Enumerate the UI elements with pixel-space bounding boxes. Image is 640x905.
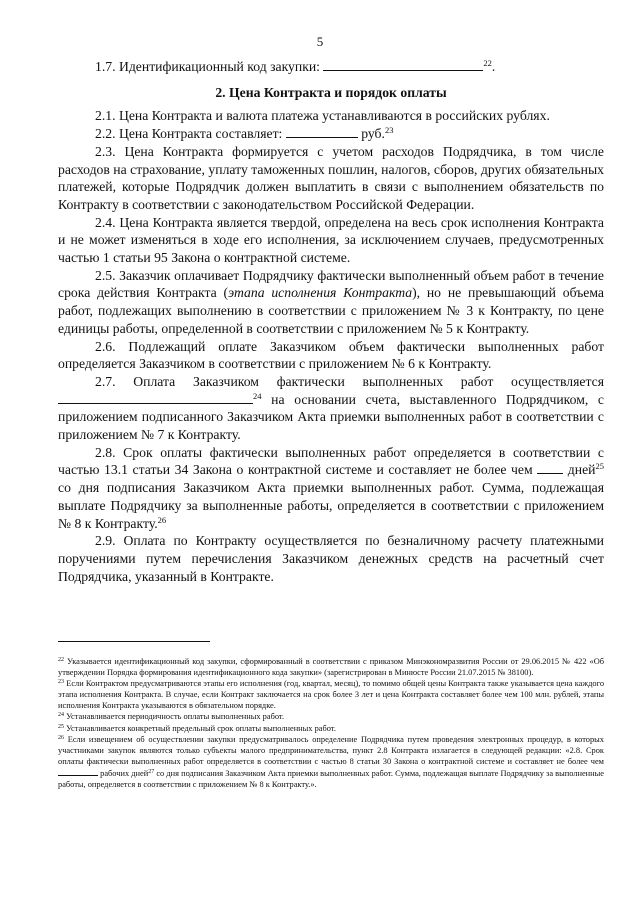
payment-period-blank (58, 391, 253, 404)
paragraph-2-7-text: 2.7. Оплата Заказчиком фактически выполненных работ осуществляется (95, 373, 604, 389)
paragraph-2-5-after: ), но не превышающий объема работ, подлежащих выполнению в соответствии с приложением № 3 к Контракту, по цене единицы работы, определенной в соответствии с приложением № 5 к Контракту. (58, 285, 604, 336)
paragraph-2-7 (58, 373, 604, 444)
days-label: дней (567, 462, 596, 478)
paragraph-2-3: 2.3. Цена Контракта формируется с учетом расходов Подрядчика, в том числе расходов на страхование, уплату таможенных пошлин, налогов, сборов, других обязательных платежей, которые Подрядчик должен выплатить в связи с выполнением обязательств по Контракту в соответствии с законодательством Российской Федерации. (58, 143, 604, 212)
footnotes (58, 656, 604, 790)
paragraph-2-5-before: 2.5. Заказчик оплачивает Подрядчику фактически выполненный объем работ в течение срока действия Контракта ( (58, 267, 604, 301)
footnote-ref-27: 27 (148, 768, 155, 775)
footnote-number: 23 (58, 679, 64, 686)
clause-1-7 (58, 58, 604, 76)
contract-price-blank (286, 125, 358, 138)
paragraph-2-9: 2.9. Оплата по Контракту осуществляется по безналичному расчету платежными поручениями путем перечисления Заказчиком денежных средств на расчетный счет Подрядчика, указанный в Контракте. (58, 533, 604, 584)
page-number: 5 (316, 34, 324, 49)
footnote-25 (58, 723, 604, 734)
clause-1-7-tail: . (491, 59, 496, 74)
paragraph-2-6: 2.6. Подлежащий оплате Заказчиком объем фактически выполненных работ определяется Заказчиком в соответствии с приложением № 6 к Контракту. (58, 338, 604, 372)
footnote-text: Если Контрактом предусматриваются этапы его исполнения (год, квартал, месяц), то помимо общей цены Контракта также указывается цена каждого этапа исполнения Контракта. В случае, если Контракт заключается на срок более 3 лет и цена Контракта составляет более чем 100 млн. рублей, этапы исполнения Контракта указываются в обязательном порядке. (58, 679, 605, 711)
footnote-26-before: Если извещением об осуществлении закупки предусматривалось определение Подрядчика путем проведения электронных процедур, в которых участниками закупок являются только субъекты малого предпринимательства, пункт 2.8 Контракта излагается в следующей редакции: «2.8. Срок оплаты фактически выполненных работ определяется в соответствии с частью 8 статьи 30 Закона о контрактной системе и составляет не более чем (58, 734, 604, 766)
paragraph-2-8-before: 2.8. Срок оплаты фактически выполненных работ определяется в соответствии с частью 13.1 статьи 34 Закона о контрактной системе и составляет не более чем (58, 444, 604, 478)
paragraph-2-1: 2.1. Цена Контракта и валюта платежа устанавливаются в российских рублях. (95, 108, 550, 124)
footnote-26 (58, 734, 604, 790)
paragraph-2-8 (58, 444, 604, 533)
footnote-ref-26: 26 (157, 514, 167, 525)
paragraph-2-4: 2.4. Цена Контракта является твердой, определена на весь срок исполнения Контракта и не может изменяться в ходе его исполнения, за исключением случаев, предусмотренных частью 1 статьи 95 Закона о контрактной системе. (58, 214, 604, 266)
paragraph-2-8-after: со дня подписания Заказчиком Акта приемки выполненных работ. Сумма, подлежащая выплате Подрядчику за выполненные работы, определяется в соответствии с приложением № 8 к Контракту. (58, 480, 604, 531)
footnote-ref-24: 24 (253, 390, 262, 401)
currency-label: руб. (361, 126, 385, 142)
procurement-code-blank (323, 58, 483, 71)
clause-1-7-label: 1.7. Идентификационный код закупки: (95, 59, 320, 74)
contract-body (58, 58, 604, 585)
footnote-ref-25: 25 (595, 461, 604, 472)
payment-days-blank (537, 461, 563, 474)
footnote-23 (58, 678, 604, 711)
footnote-separator (58, 641, 210, 642)
footnote-22 (58, 656, 604, 678)
footnote-24 (58, 711, 604, 722)
paragraph-2-7-after: на основании счета, выставленного Подрядчиком, с приложением подписанного Заказчиком Акта приемки выполненных работ в соответствии с приложением № 7 к Контракту. (58, 391, 605, 443)
footnote-number: 25 (58, 723, 64, 730)
paragraph-2-2-text: 2.2. Цена Контракта составляет: (95, 126, 283, 142)
footnote-text: Устанавливается конкретный предельный срок оплаты выполненных работ. (66, 723, 336, 733)
footnote-number: 22 (58, 657, 64, 663)
paragraph-2-5 (58, 267, 604, 338)
working-days-blank (58, 767, 98, 776)
section-title: 2. Цена Контракта и порядок оплаты (215, 84, 447, 100)
footnote-number: 26 (58, 734, 64, 741)
footnote-ref-22: 22 (483, 58, 492, 68)
footnote-text: Устанавливается периодичность оплаты выполненных работ. (66, 712, 285, 722)
paragraph-2-2 (58, 125, 604, 143)
footnote-26-after: со дня подписания Заказчиком Акта приемки выполненных работ. Сумма, подлежащая выплате Подрядчику за выполненные работы, определяется в соответствии с приложением № 8 к Контракту.». (58, 768, 604, 790)
working-days-label: рабочих дней (100, 768, 149, 778)
footnote-text: Указывается идентификационный код закупки, сформированный в соответствии с приказом Минэкономразвития России от 29.06.2015 № 422 «Об утверждении Порядка формирования идентификационного кода закупки» (зарегистрирован в Минюсте России 21.07.2015 № 38100). (58, 657, 604, 678)
footnote-ref-23: 23 (384, 125, 394, 136)
footnote-number: 24 (58, 712, 64, 719)
paragraph-2-5-italic: этапа исполнения Контракта (228, 285, 413, 301)
